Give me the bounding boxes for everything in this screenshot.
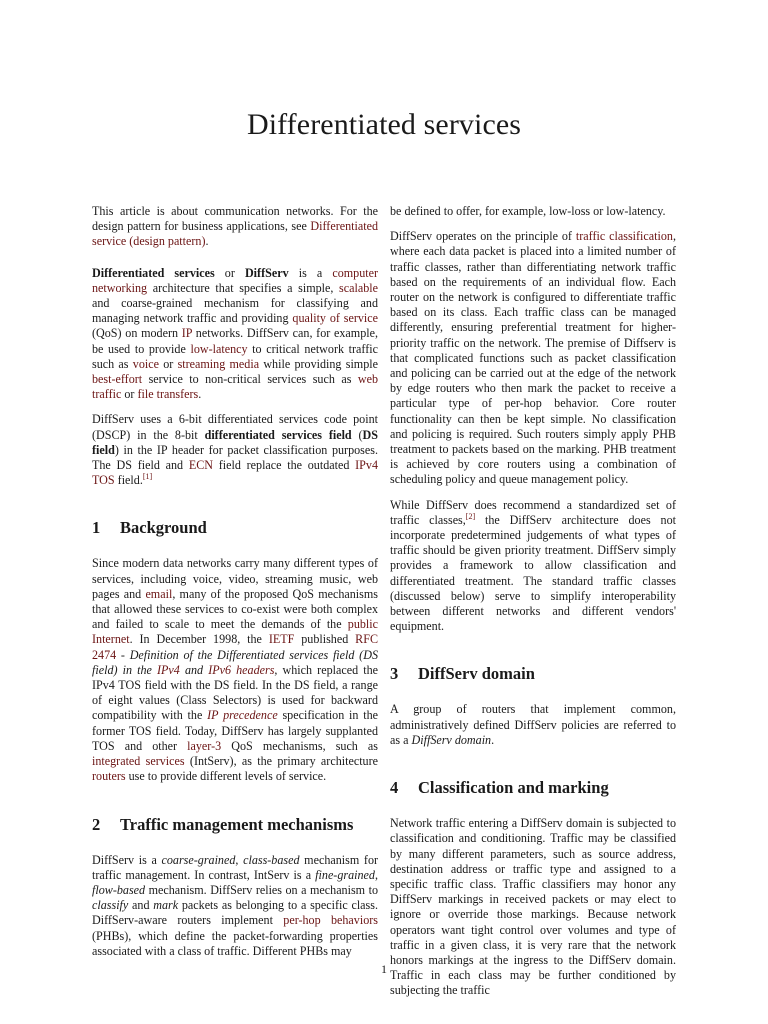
link-quality-of-service[interactable]: quality of service — [292, 311, 378, 326]
section-number: 2 — [92, 814, 101, 834]
text: use to provide different levels of service. — [125, 769, 327, 784]
standard-classes-paragraph — [390, 498, 676, 635]
text: is a — [288, 265, 333, 280]
text: (PHBs), which define the packet-forwarding properties associated with a class of traffic. Different PHBs may — [92, 928, 378, 958]
link-streaming-media[interactable]: streaming media — [177, 356, 260, 371]
text: . In December 1998, the — [129, 632, 269, 647]
section-number: 3 — [390, 664, 399, 684]
link-layer-3[interactable]: layer-3 — [187, 738, 222, 753]
text: to critical network traffic such as — [92, 341, 378, 371]
text: mechanism for traffic management. In contrast, IntServ is a — [92, 852, 379, 882]
term-coarse-grained: coarse-grained — [161, 852, 236, 867]
link-email[interactable]: email — [145, 586, 173, 601]
text: , — [235, 852, 244, 867]
term-ds-field: differentiated services field — [204, 427, 352, 442]
link-routers[interactable]: routers — [92, 769, 126, 784]
link-per-hop-behaviors[interactable]: per-hop behaviors — [283, 913, 378, 928]
section-heading-traffic-management — [92, 815, 378, 835]
text: ) in the IP header for packet classification purposes. The DS field and — [92, 442, 378, 473]
link-public-internet[interactable]: public Internet — [92, 617, 378, 647]
text: , — [374, 867, 378, 882]
text: service to non-critical services such as — [142, 372, 358, 387]
link-ip-precedence[interactable]: IP precedence — [207, 708, 278, 723]
hatnote — [92, 204, 378, 250]
link-file-transfers[interactable]: file transfers — [137, 387, 199, 402]
hatnote-text: This article is about communication networks. For the design pattern for business applications, see — [92, 204, 378, 234]
link-ecn[interactable]: ECN — [188, 458, 213, 473]
text: and coarse-grained mechanism for classifying and managing network traffic and providing — [92, 296, 378, 326]
text: and — [128, 898, 154, 913]
term-diffserv: DiffServ — [244, 265, 289, 280]
section-heading-background — [92, 518, 378, 538]
text: . — [198, 387, 202, 402]
link-computer-networking[interactable]: computer networking — [92, 265, 378, 295]
page-title: Differentiated services — [246, 108, 522, 141]
link-voice[interactable]: voice — [132, 356, 159, 371]
section-heading-diffserv-domain — [390, 664, 676, 684]
link-low-latency[interactable]: low-latency — [190, 341, 248, 356]
left-column — [92, 204, 378, 969]
link-integrated-services[interactable]: integrated services — [92, 754, 185, 769]
classification-paragraph: Network traffic entering a DiffServ domain is subjected to classification and conditioning. Traffic may be classified by many different parameters, such as source address, destination address or traffic type and assigned to a specific traffic class. Traffic classifiers may honor any DiffServ markings in received packets or may elect to ignore or override those markings. Because network operators want tight control over volumes and type of traffic in a given class, it is very rare that the network honors markings at the ingress to the DiffServ domain. Traffic in each class may be further conditioned by subjecting the traffic — [390, 816, 676, 998]
text: or — [158, 356, 178, 371]
text: ( — [351, 427, 363, 442]
background-paragraph — [92, 556, 378, 784]
operates-paragraph — [390, 229, 676, 487]
text: packets as belonging to a specific class. DiffServ-aware routers implement — [92, 898, 378, 928]
domain-paragraph — [390, 702, 676, 748]
link-scalable[interactable]: scalable — [339, 280, 378, 295]
text: , many of the proposed QoS mechanisms that allowed these services to co-exist were both complex and failed to scale to meet the demands of the — [92, 586, 378, 632]
link-best-effort[interactable]: best-effort — [92, 372, 143, 387]
text: . — [491, 732, 495, 747]
text: field. — [114, 473, 143, 488]
traffic-paragraph — [92, 853, 378, 959]
section-number: 4 — [390, 778, 399, 798]
term-ds-field-short: DS field — [92, 427, 378, 457]
text: architecture that specifies a simple, — [147, 280, 340, 295]
dscp-paragraph — [92, 412, 378, 488]
link-ip[interactable]: IP — [181, 326, 193, 341]
term-diffserv-domain: DiffServ domain — [411, 732, 492, 747]
text: while providing simple — [259, 356, 378, 371]
text: networks. DiffServ can, for example, be used to provide — [92, 326, 378, 356]
section-number: 1 — [92, 518, 101, 538]
term-flow-based: flow-based — [92, 882, 146, 897]
link-ietf[interactable]: IETF — [268, 632, 295, 647]
right-column — [390, 204, 676, 1009]
text: DiffServ is a — [92, 852, 162, 867]
section-title: Traffic management mechanisms — [120, 814, 354, 834]
text: , which replaced the IPv4 TOS field with the DS field. In the DS field, a range of eight values (Class Selectors) is used for backward compatibility with the — [92, 662, 378, 723]
term-mark: mark — [153, 898, 179, 913]
link-ipv4[interactable]: IPv4 — [157, 662, 180, 677]
section-title: Classification and marking — [418, 778, 609, 798]
term-classify: classify — [92, 898, 129, 913]
rfc-title-text: and — [179, 662, 209, 677]
link-design-pattern[interactable]: Differentiated service (design pattern) — [92, 219, 378, 249]
text: or — [214, 265, 245, 280]
section-title: Background — [120, 518, 207, 538]
text: (QoS) on modern — [92, 326, 182, 341]
text: , where each data packet is placed into a limited number of traffic classes, rather than differentiating network traffic based on the requirements of an individual flow. Each router on the network is configured to differentiate traffic based on its class. Each traffic class can be managed differently, ensuring preferential treatment for higher-priority traffic on the network. The premise of Diffserv is that complicated functions such as packet classification and policing can be carried out at the edge of the network by edge routers who then mark the packet to receive a particular type of per-hop behavior. Core router functionality can then be kept simple. No classification and policing is required. Such routers simply apply PHB treatment to packets based on the marking. PHB treatment is achieved by core routers using a combination of scheduling policy and queue management policy. — [390, 229, 676, 487]
text: DiffServ uses a 6-bit differentiated services code point (DSCP) in the 8-bit — [92, 412, 378, 442]
continued-paragraph: be defined to offer, for example, low-loss or low-latency. — [390, 204, 666, 218]
term-fine-grained: fine-grained — [315, 867, 375, 882]
text: (IntServ), as the primary architecture — [184, 754, 378, 769]
reference-link-1[interactable]: [1] — [142, 472, 153, 482]
text: A group of routers that implement common, administratively defined DiffServ policies are referred to as a — [390, 702, 676, 747]
text: mechanism. DiffServ relies on a mechanism to — [145, 882, 378, 897]
term-class-based: class-based — [243, 852, 300, 867]
text: field replace the outdated — [213, 458, 356, 473]
hatnote-text-end: . — [205, 234, 209, 249]
section-title: DiffServ domain — [418, 664, 535, 684]
text: Since modern data networks carry many different types of services, including voice, video, streaming music, web pages and — [92, 556, 378, 601]
text: the DiffServ architecture does not incorporate predetermined judgements of what types of traffic should be given priority treatment. DiffServ simply provides a framework to allow classification and differentiated treatment. The standard traffic classes (discussed below) serve to simplify interoperability between different networks and different vendors' equipment. — [390, 512, 676, 634]
link-ipv4-tos[interactable]: IPv4 TOS — [92, 458, 378, 488]
text: or — [121, 387, 138, 402]
text: DiffServ operates on the principle of — [390, 229, 576, 244]
text: published — [294, 632, 356, 647]
page-number: 1 — [381, 962, 387, 976]
intro-paragraph — [92, 266, 378, 403]
link-web-traffic[interactable]: web traffic — [92, 372, 378, 402]
section-heading-classification — [390, 778, 676, 798]
link-rfc-2474[interactable]: RFC 2474 — [92, 632, 379, 662]
link-ipv6-headers[interactable]: IPv6 headers — [208, 662, 275, 677]
reference-link-2[interactable]: [2] — [465, 511, 476, 521]
text: specification in the former TOS field. Today, DiffServ has largely supplanted TOS and other — [92, 708, 379, 753]
term-differentiated-services: Differentiated services — [92, 265, 215, 280]
text: QoS mechanisms, such as — [221, 738, 379, 753]
rfc-title-text: - Definition of the Differentiated services field (DS field) in the — [92, 647, 378, 677]
text: While DiffServ does recommend a standardized set of traffic classes, — [390, 497, 676, 527]
link-traffic-classification[interactable]: traffic classification — [575, 229, 673, 244]
